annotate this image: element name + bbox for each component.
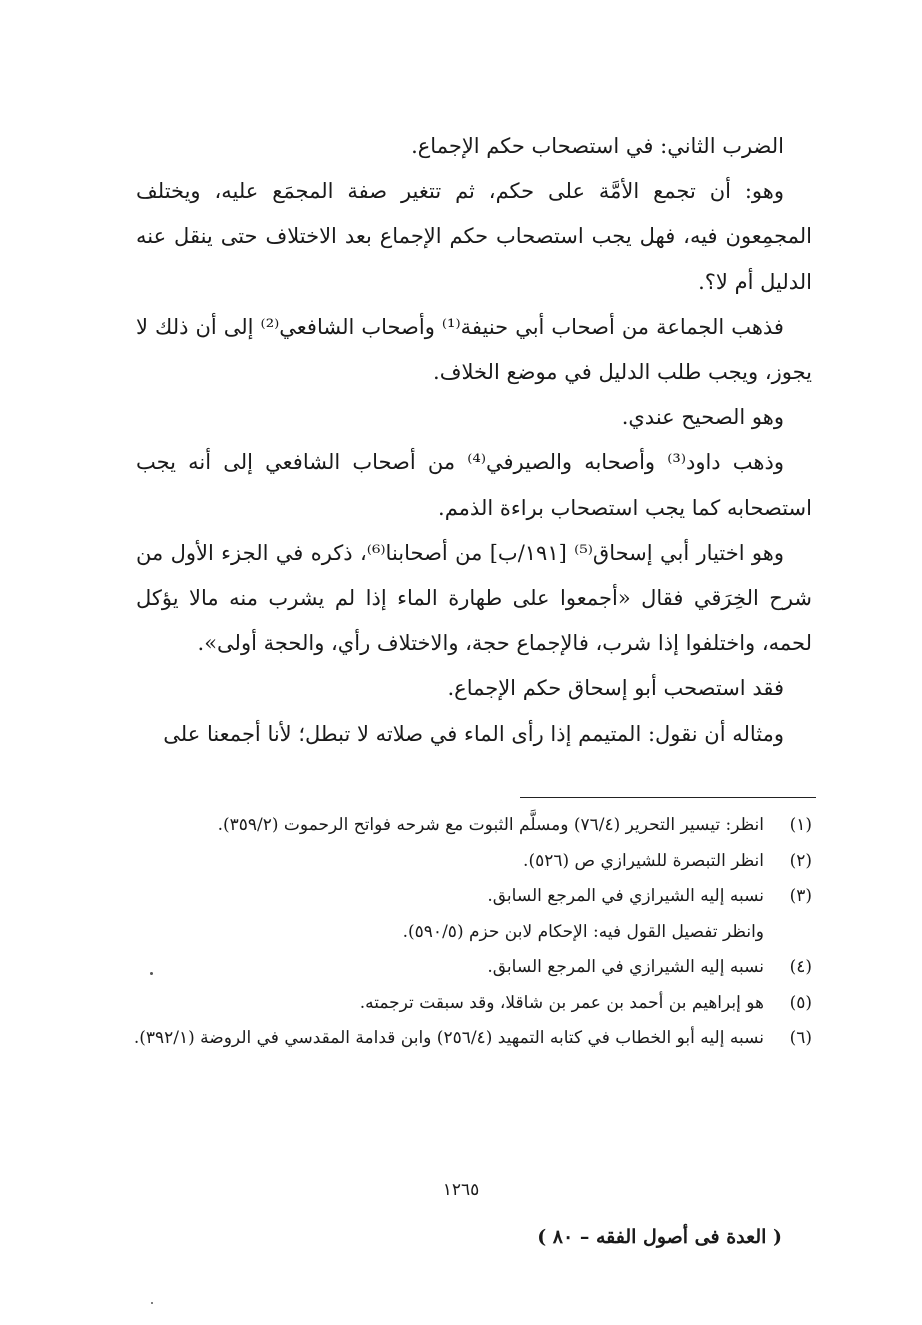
paragraph: فقد استصحب أبو إسحاق حكم الإجماع. — [447, 676, 784, 701]
footnote-continuation: وانظر تفصيل القول فيه: الإحكام لابن حزم (٥٩٠/٥). — [402, 921, 764, 942]
footnote-text: هو إبراهيم بن أحمد بن عمر بن شاقلا، وقد سبقت ترجمته. — [359, 992, 764, 1013]
footnote-text: نسبه إليه الشيرازي في المرجع السابق. — [487, 957, 764, 977]
paragraph: وهو الصحيح عندي. — [621, 405, 784, 430]
page-number: ١٢٦٥ — [442, 1180, 480, 1200]
footnote — [132, 986, 812, 1022]
footnote-number: (٤) — [789, 957, 812, 977]
footnote-text: انظر: تيسير التحرير (٧٦/٤) ومسلَّم الثبوت مع شرحه فواتح الرحموت (٣٥٩/٢). — [217, 815, 764, 835]
footnote — [132, 950, 812, 986]
footnote-separator — [520, 797, 816, 798]
paragraph: الضرب الثاني: في استصحاب حكم الإجماع. — [411, 134, 784, 158]
paragraph: وهو: أن تجمع الأمَّة على حكم، ثم تتغير صفة المجمَع عليه، ويختلف المجمِعون فيه، فهل يجب استصحاب حكم الإجماع بعد الاختلاف حتى ينقل عنه الدليل أم لا؟. — [136, 179, 813, 294]
footnote — [132, 844, 812, 880]
paragraph: وذهب داود⁽³⁾ وأصحابه والصيرفي⁽⁴⁾ من أصحاب الشافعي إلى أنه يجب استصحابه كما يجب استصحاب براءة الذمم. — [136, 450, 812, 520]
footnote-number: (٣) — [789, 886, 812, 906]
scan-speck — [150, 972, 153, 975]
footnote — [132, 879, 812, 915]
footnote — [132, 808, 812, 844]
footnote-text: نسبه إليه أبو الخطاب في كتابه التمهيد (٢٥٦/٤) وابن قدامة المقدسي في الروضة (٣٩٢/١). — [133, 1028, 764, 1048]
paragraph: وهو اختيار أبي إسحاق⁽⁵⁾ [١٩١/ب] من أصحابنا⁽⁶⁾، ذكره في الجزء الأول من شرح الخِرَقي فقال «أجمعوا على طهارة الماء إذا لم يشرب منه مالا يؤكل لحمه، واختلفوا إذا شرب، فالإجماع حجة، والاختلاف رأي، والحجة أولى». — [136, 540, 812, 656]
footnote-number: (١) — [789, 815, 812, 835]
running-footer: ( العدة فى أصول الفقه – ٨٠ ) — [537, 1226, 782, 1248]
footnotes — [132, 808, 812, 1057]
footnote-text: انظر التبصرة للشيرازي ص (٥٢٦). — [523, 850, 764, 871]
scan-speck — [151, 1302, 153, 1304]
footnote-text: نسبه إليه الشيرازي في المرجع السابق. — [487, 886, 764, 906]
main-text — [136, 124, 812, 757]
footnote-number: (٦) — [789, 1028, 812, 1048]
footnote-number: (٥) — [789, 992, 812, 1013]
footnote-number: (٢) — [789, 850, 812, 871]
paragraph: فذهب الجماعة من أصحاب أبي حنيفة⁽¹⁾ وأصحاب الشافعي⁽²⁾ إلى أن ذلك لا يجوز، ويجب طلب الدليل في موضع الخلاف. — [136, 314, 812, 385]
footnote — [132, 1021, 812, 1057]
paragraph: ومثاله أن نقول: المتيمم إذا رأى الماء في صلاته لا تبطل؛ لأنا أجمعنا على — [163, 721, 784, 746]
